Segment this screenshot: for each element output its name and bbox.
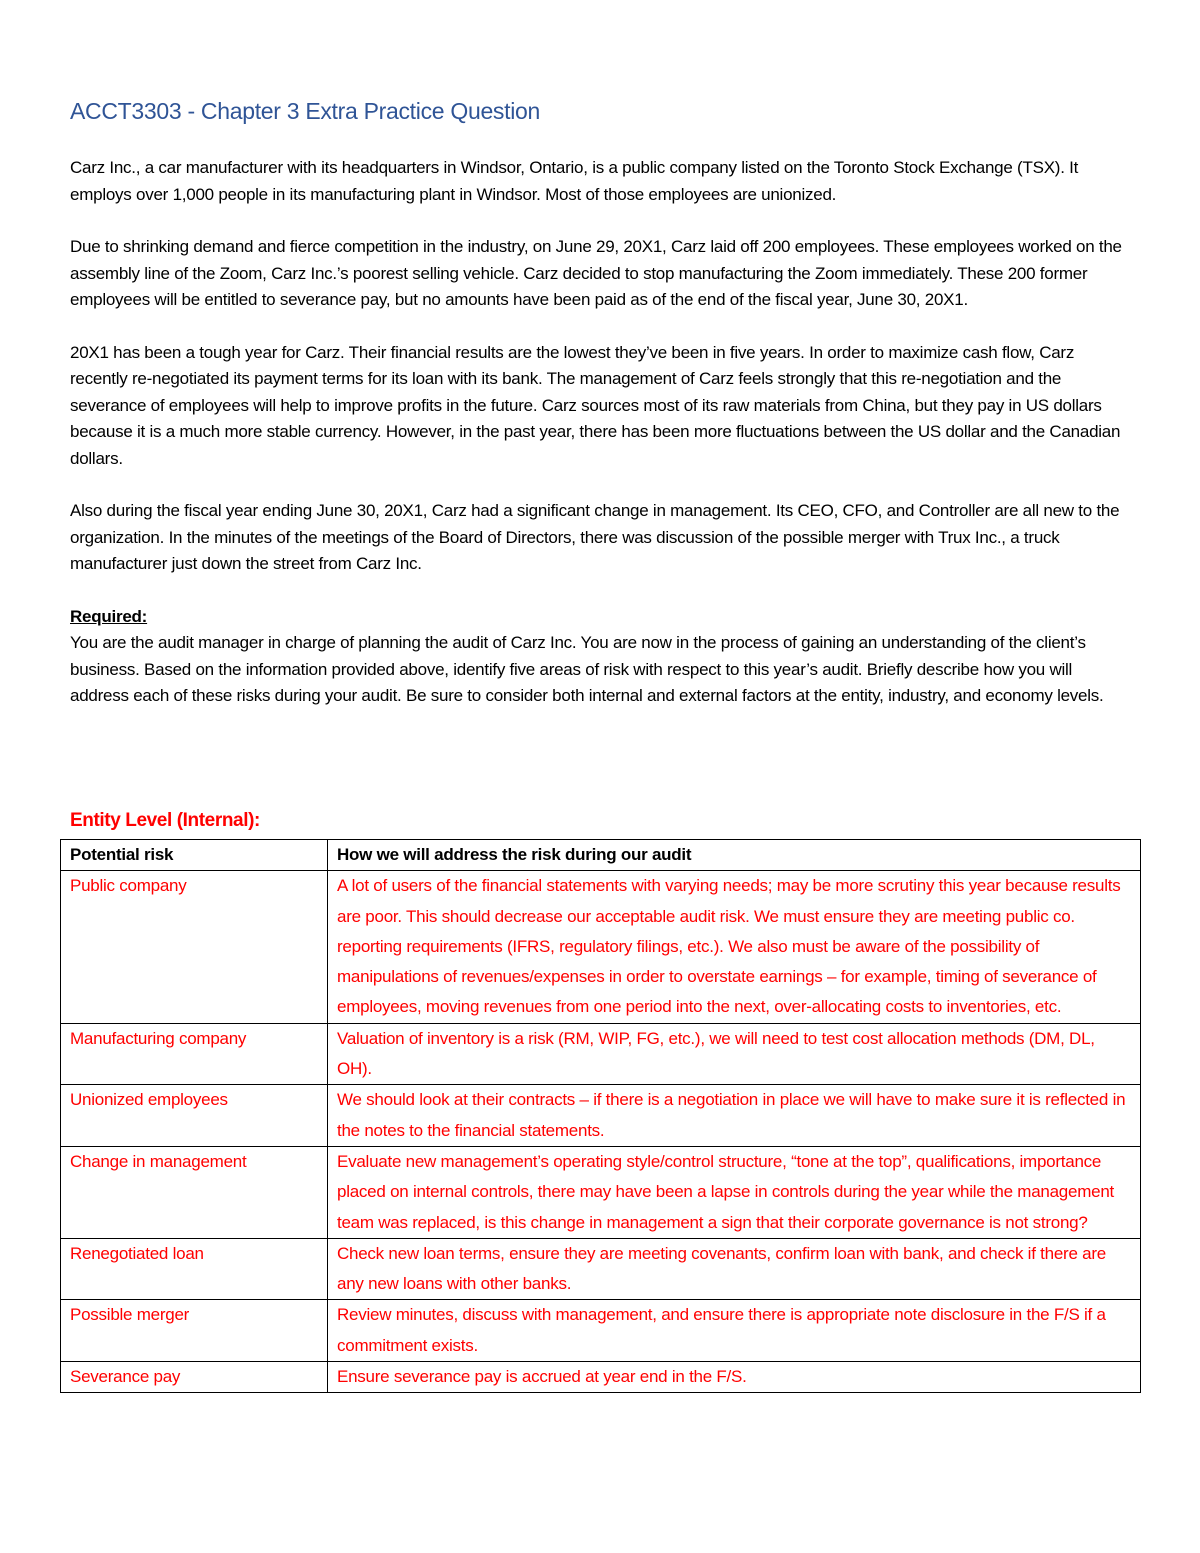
risk-cell: Severance pay — [61, 1362, 328, 1393]
table-row — [61, 871, 1141, 1023]
response-cell: Evaluate new management’s operating style/control structure, “tone at the top”, qualifications, importance placed on internal controls, there may have been a lapse in controls during the year while the management team was replaced, is this change in management a sign that their corporate governance is not strong? — [328, 1146, 1141, 1238]
required-heading: Required: — [70, 606, 148, 626]
risk-cell: Public company — [61, 871, 328, 1023]
header-potential-risk: Potential risk — [61, 840, 328, 871]
paragraph: Due to shrinking demand and fierce competition in the industry, on June 29, 20X1, Carz laid off 200 employees. These employees worked on the assembly line of the Zoom, Carz Inc.’s poorest selling vehicle. Carz decided to stop manufacturing the Zoom immediately. These 200 former employees will be entitled to severance pay, but no amounts have been paid as of the end of the fiscal year, June 30, 20X1. — [70, 237, 1122, 309]
document-body — [70, 155, 1135, 710]
risk-table — [60, 839, 1141, 1393]
table-row — [61, 1362, 1141, 1393]
response-cell: A lot of users of the financial statements with varying needs; may be more scrutiny this year because results are poor. This should decrease our acceptable audit risk. We must ensure they are meeting public co. reporting requirements (IFRS, regulatory filings, etc.). We also must be aware of the possibility of manipulations of revenues/expenses in order to overstate earnings – for example, timing of severance of employees, moving revenues from one period into the next, over-allocating costs to inventories, etc. — [328, 871, 1141, 1023]
paragraph: Also during the fiscal year ending June 30, 20X1, Carz had a significant change in management. Its CEO, CFO, and Controller are all new to the organization. In the minutes of the meetings of the Board of Directors, there was discussion of the possible merger with Trux Inc., a truck manufacturer just down the street from Carz Inc. — [70, 501, 1120, 573]
paragraph: 20X1 has been a tough year for Carz. Their financial results are the lowest they’ve been in five years. In order to maximize cash flow, Carz recently re-negotiated its payment terms for its loan with its bank. The management of Carz feels strongly that this re-negotiation and the severance of employees will help to improve profits in the future. Carz sources most of its raw materials from China, but they pay in US dollars because it is a much more stable currency. However, in the past year, there has been more fluctuations between the US dollar and the Canadian dollars. — [70, 342, 1121, 468]
table-row — [61, 1300, 1141, 1362]
response-cell: Ensure severance pay is accrued at year end in the F/S. — [328, 1362, 1141, 1393]
required-section — [70, 604, 1135, 710]
table-row — [61, 1023, 1141, 1085]
entity-level-heading: Entity Level (Internal): — [70, 810, 260, 831]
response-cell: Check new loan terms, ensure they are meeting covenants, confirm loan with bank, and check if there are any new loans with other banks. — [328, 1238, 1141, 1300]
table-row — [61, 1146, 1141, 1238]
required-text: You are the audit manager in charge of planning the audit of Carz Inc. You are now in the process of gaining an understanding of the client’s business. Based on the information provided above, identify five areas of risk with respect to this year’s audit. Briefly describe how you will address each of these risks during your audit. Be sure to consider both internal and external factors at the entity, industry, and economy levels. — [70, 633, 1104, 705]
header-address-risk: How we will address the risk during our audit — [328, 840, 1141, 871]
risk-cell: Unionized employees — [61, 1085, 328, 1147]
risk-cell: Renegotiated loan — [61, 1238, 328, 1300]
paragraph: Carz Inc., a car manufacturer with its headquarters in Windsor, Ontario, is a public company listed on the Toronto Stock Exchange (TSX). It employs over 1,000 people in its manufacturing plant in Windsor. Most of those employees are unionized. — [70, 158, 1079, 204]
table-row — [61, 1238, 1141, 1300]
table-row — [61, 1085, 1141, 1147]
risk-cell: Change in management — [61, 1146, 328, 1238]
table-header-row — [61, 840, 1141, 871]
document-title: ACCT3303 - Chapter 3 Extra Practice Question — [70, 98, 541, 124]
response-cell: We should look at their contracts – if there is a negotiation in place we will have to make sure it is reflected in the notes to the financial statements. — [328, 1085, 1141, 1147]
response-cell: Valuation of inventory is a risk (RM, WIP, FG, etc.), we will need to test cost allocation methods (DM, DL, OH). — [328, 1023, 1141, 1085]
response-cell: Review minutes, discuss with management, and ensure there is appropriate note disclosure in the F/S if a commitment exists. — [328, 1300, 1141, 1362]
risk-cell: Manufacturing company — [61, 1023, 328, 1085]
risk-cell: Possible merger — [61, 1300, 328, 1362]
